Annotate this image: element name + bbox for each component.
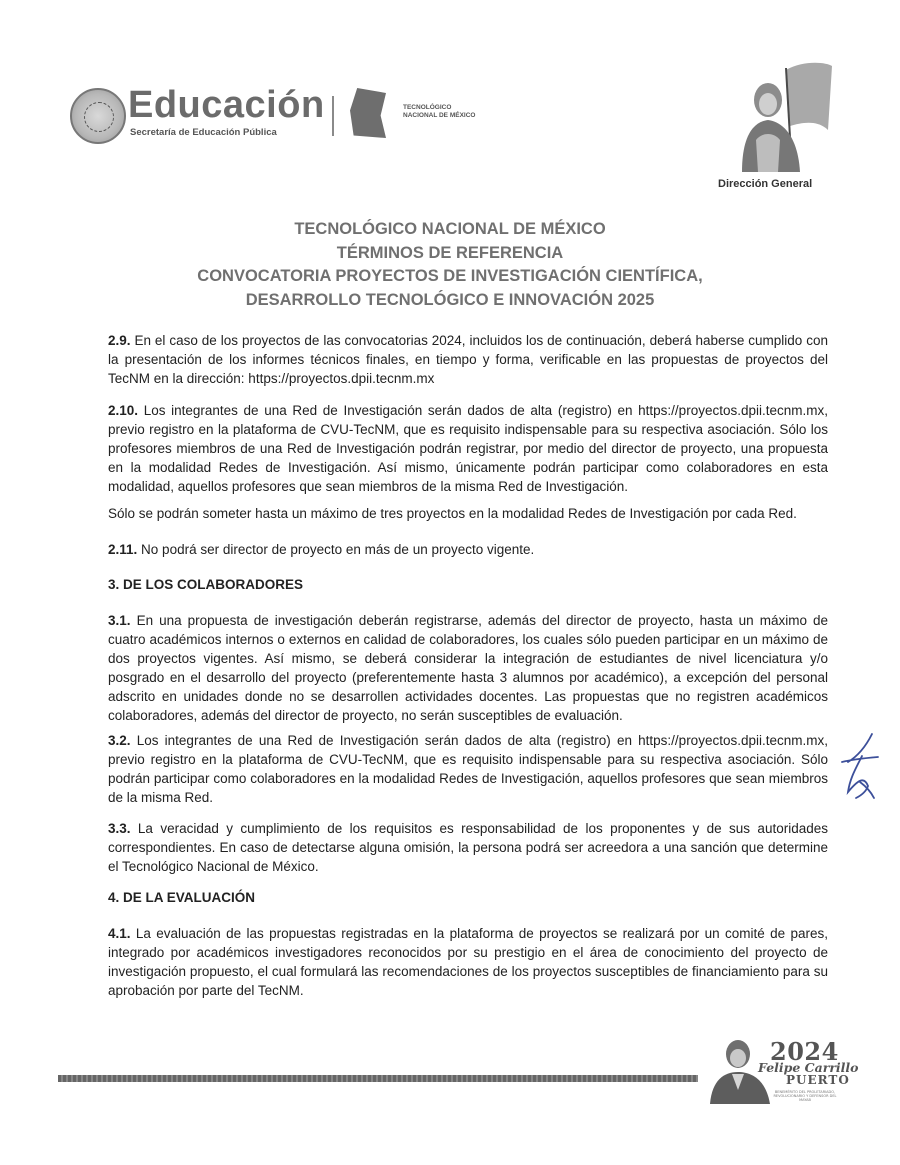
paragraph-3-2 <box>108 731 828 807</box>
paragraph-2-10 <box>108 401 828 496</box>
paragraph-2-9 <box>108 331 828 388</box>
paragraph-number: 3.3. <box>108 821 131 836</box>
logo-divider <box>332 96 334 136</box>
tecnm-logo-line2: NACIONAL DE MÉXICO <box>403 112 476 119</box>
paragraph-text: Sólo se podrán someter hasta un máximo de tres proyectos en la modalidad Redes de Investigación por cada Red. <box>108 506 797 521</box>
tecnm-logo-line1: TECNOLÓGICO <box>403 104 452 111</box>
title-line-2: TÉRMINOS DE REFERENCIA <box>336 243 564 262</box>
paragraph-number: 2.9. <box>108 333 131 348</box>
paragraph-3-3 <box>108 819 828 876</box>
educacion-logo-word: Educación <box>128 84 325 126</box>
footer-fine-print: BENEMÉRITO DEL PROLETARIADO, REVOLUCIONARIO Y DEFENSOR DEL MAYAB <box>773 1090 837 1102</box>
paragraph-2-10-note <box>108 504 828 523</box>
footer-place: PUERTO <box>786 1073 850 1087</box>
paragraph-text: La evaluación de las propuestas registradas en la plataforma de proyectos se realizará por un comité de pares, integrado por académicos investigadores reconocidos por su prestigio en el área de conocimiento del proyecto de investigación propuesto, el cual formulará las recomendaciones de los proyectos susceptibles de financiamiento para su aprobación por parte del TecNM. <box>108 926 828 998</box>
educacion-logo-subtitle: Secretaría de Educación Pública <box>130 127 277 138</box>
signature-mark-icon <box>838 732 882 800</box>
section-heading-4: 4. DE LA EVALUACIÓN <box>108 890 256 905</box>
footer-year: 2024 <box>770 1037 839 1066</box>
paragraph-4-1 <box>108 924 828 1000</box>
paragraph-text: La veracidad y cumplimiento de los requisitos es responsabilidad de los proponentes y de sus autoridades correspondientes. En caso de detectarse alguna omisión, la persona podrá ser acreedora a una sanción que determine el Tecnológico Nacional de México. <box>108 821 828 874</box>
paragraph-number: 4.1. <box>108 926 131 941</box>
sep-coat-of-arms-seal <box>70 88 126 144</box>
paragraph-number: 2.10. <box>108 403 139 418</box>
paragraph-text: Los integrantes de una Red de Investigación serán dados de alta (registro) en https://proyectos.dpii.tecnm.mx, previo registro en la plataforma de CVU-TecNM, que es requisito indispensable para su respectiva asociación. Sólo podrán participar como colaboradores en la modalidad Redes de Investigación, aquellos profesores que sean miembros de la misma Red. <box>108 733 828 805</box>
footer-name: Felipe Carrillo <box>758 1060 859 1075</box>
paragraph-number: 3.1. <box>108 613 131 628</box>
paragraph-number: 2.11. <box>108 542 138 557</box>
footer-rule <box>58 1075 698 1082</box>
tecnm-emblem-icon <box>350 88 386 138</box>
title-line-1: TECNOLÓGICO NACIONAL DE MÉXICO <box>294 220 606 238</box>
paragraph-number: 3.2. <box>108 733 131 748</box>
tecnm-logo-text <box>403 104 483 120</box>
paragraph-2-11 <box>108 540 828 559</box>
paragraph-text: Los integrantes de una Red de Investigación serán dados de alta (registro) en https://proyectos.dpii.tecnm.mx, previo registro en la plataforma de CVU-TecNM, que es requisito indispensable para su respectiva asociación. Sólo los profesores miembros de una Red de Investigación podrán registrar, por medio del director de proyecto, una propuesta en la modalidad Redes de Investigación. Así mismo, únicamente podrán participar como colaboradores en esta modalidad, aquellos profesores que sean miembros de la misma Red de Investigación. <box>108 403 828 494</box>
paragraph-text: En el caso de los proyectos de las convocatorias 2024, incluidos los de continuación, deberá haberse cumplido con la presentación de los informes técnicos finales, en tiempo y forma, verificable en las propuestas de proyectos del TecNM en la dirección: https://proyectos.dpii.tecnm.mx <box>108 333 828 386</box>
paragraph-3-1 <box>108 611 828 725</box>
paragraph-text: No podrá ser director de proyecto en más de un proyecto vigente. <box>141 542 535 557</box>
title-line-3: CONVOCATORIA PROYECTOS DE INVESTIGACIÓN CIENTÍFICA, <box>197 267 703 285</box>
patria-portrait-icon <box>728 60 834 172</box>
direccion-general-label: Dirección General <box>718 178 813 190</box>
paragraph-text: En una propuesta de investigación deberán registrarse, además del director de proyecto, hasta un máximo de cuatro académicos internos o externos en calidad de colaboradores, los cuales sólo pueden participar en un máximo de dos proyectos vigentes. Así mismo, se deberá considerar la integración de estudiantes de nivel licenciatura y/o posgrado en el desarrollo del proyecto (preferentemente hasta 3 alumnos por académico), a excepción del personal adscrito en unidades donde no se desarrollen actividades docentes. Las propuestas que no registren académicos colaboradores, además del director de proyecto, no serán susceptibles de evaluación. <box>108 613 828 723</box>
title-line-4: DESARROLLO TECNOLÓGICO E INNOVACIÓN 2025 <box>245 290 655 309</box>
section-heading-3: 3. DE LOS COLABORADORES <box>108 577 304 592</box>
document-title-block <box>140 218 760 312</box>
